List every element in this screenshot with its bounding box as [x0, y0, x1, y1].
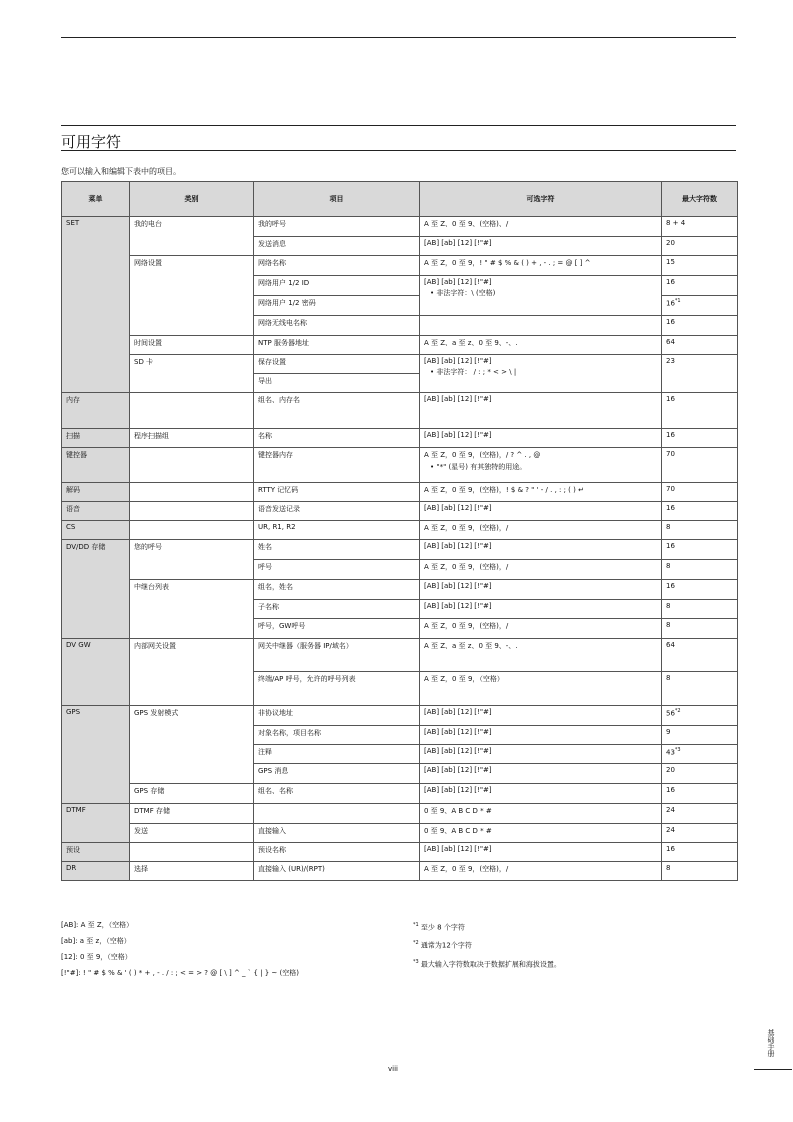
footnote-mark: *1 [674, 298, 681, 304]
numbered-footnotes [413, 917, 561, 972]
chars-cell: [AB] [ab] [12] [!"#] [420, 784, 662, 804]
chars-cell [420, 316, 662, 336]
table-row [62, 580, 738, 600]
item-cell: 对象名称，项目名称 [254, 726, 420, 745]
table-row [62, 639, 738, 672]
category-cell: 发送 [130, 824, 254, 843]
max-cell: 20 [662, 237, 738, 256]
item-cell: NTP 服务器地址 [254, 336, 420, 355]
menu-cell: DR [62, 862, 130, 881]
item-cell: 子名称 [254, 600, 420, 619]
max-value: 16 [666, 299, 675, 308]
chars-cell: A 至 Z、a 至 z、0 至 9、-、. [420, 336, 662, 355]
table-row [62, 521, 738, 540]
max-cell: 8 [662, 862, 738, 881]
footnote-mark: *1 [413, 922, 419, 928]
max-value: 56 [666, 709, 675, 718]
max-cell: 16 [662, 276, 738, 296]
category-cell: 您的呼号 [130, 540, 254, 580]
table-row [62, 784, 738, 804]
item-cell: 语音发送记录 [254, 502, 420, 521]
chars-note: • "*" (星号) 有其独特的用途。 [424, 462, 657, 472]
category-cell: 内部网关设置 [130, 639, 254, 706]
max-cell: 16 [662, 393, 738, 429]
item-cell: 注释 [254, 745, 420, 764]
header-menu: 菜单 [62, 182, 130, 217]
item-cell: 网络用户 1/2 密码 [254, 296, 420, 316]
chars-text: A 至 Z，0 至 9，(空格)，/ ? ^ . , @ [424, 451, 541, 459]
item-cell: RTTY 记忆码 [254, 483, 420, 502]
footnote-item [413, 935, 561, 953]
table-row [62, 355, 738, 374]
category-cell: DTMF 存储 [130, 804, 254, 824]
max-cell: 8 [662, 600, 738, 619]
item-cell: 网络无线电名称 [254, 316, 420, 336]
menu-cell: 解码 [62, 483, 130, 502]
category-cell [130, 502, 254, 521]
item-cell: 组名、内存名 [254, 393, 420, 429]
footnote-mark: *3 [674, 747, 681, 753]
chars-cell: 0 至 9、A B C D * # [420, 824, 662, 843]
chars-cell: [AB] [ab] [12] [!"#] [420, 843, 662, 862]
item-cell: 导出 [254, 374, 420, 393]
chars-cell: [AB] [ab] [12] [!"#] [420, 429, 662, 448]
max-cell: 16 [662, 784, 738, 804]
footnote-item [413, 954, 561, 972]
max-cell [662, 745, 738, 764]
max-cell: 8 [662, 521, 738, 540]
chars-cell: 0 至 9、A B C D * # [420, 804, 662, 824]
category-cell: 时间设置 [130, 336, 254, 355]
chars-cell [420, 355, 662, 393]
max-cell: 16 [662, 540, 738, 560]
chars-cell: A 至 Z，0 至 9，! " # $ % & ( ) + , - . ; = @ [ ] ^ [420, 256, 662, 276]
table-row [62, 448, 738, 483]
table-row [62, 336, 738, 355]
max-cell: 70 [662, 483, 738, 502]
character-table [61, 181, 738, 881]
item-cell: 网络用户 1/2 ID [254, 276, 420, 296]
item-cell: UR, R1, R2 [254, 521, 420, 540]
header-chars: 可选字符 [420, 182, 662, 217]
legend-item: [ab]: a 至 z，（空格） [61, 937, 131, 945]
menu-cell: DTMF [62, 804, 130, 843]
chars-cell: [AB] [ab] [12] [!"#] [420, 726, 662, 745]
max-cell: 16 [662, 429, 738, 448]
chars-cell: A 至 Z、a 至 z、0 至 9、-、. [420, 639, 662, 672]
max-cell [662, 706, 738, 726]
intro-text: 您可以输入和编辑下表中的项目。 [61, 167, 181, 176]
chars-note: • 非法字符： / : ; * < > \ | [424, 367, 657, 377]
max-cell: 8 + 4 [662, 217, 738, 237]
header-item: 项目 [254, 182, 420, 217]
category-cell [130, 483, 254, 502]
footnote-text: 通常为12个字符 [420, 941, 472, 950]
item-cell: 名称 [254, 429, 420, 448]
menu-cell: SET [62, 217, 130, 393]
max-cell [662, 296, 738, 316]
chars-cell: A 至 Z，0 至 9，(空格)，! $ & ? " ' - / . , : ; ( ) ↵ [420, 483, 662, 502]
footnote-text: 最大输入字符数取决于数据扩展和海拔设置。 [420, 959, 561, 968]
chars-cell: [AB] [ab] [12] [!"#] [420, 540, 662, 560]
item-cell: GPS 消息 [254, 764, 420, 784]
max-cell: 16 [662, 316, 738, 336]
table-row [62, 824, 738, 843]
table-row [62, 256, 738, 276]
max-cell: 24 [662, 824, 738, 843]
table-row [62, 483, 738, 502]
max-cell: 8 [662, 619, 738, 639]
table-row [62, 429, 738, 448]
max-cell: 70 [662, 448, 738, 483]
item-cell: 组名、名称 [254, 784, 420, 804]
page-number: viii [388, 1065, 398, 1073]
max-cell: 64 [662, 336, 738, 355]
item-cell: 网络名称 [254, 256, 420, 276]
table-row [62, 804, 738, 824]
table-row [62, 843, 738, 862]
max-cell: 16 [662, 502, 738, 521]
footnote-item [413, 917, 561, 935]
chars-text: [AB] [ab] [12] [!"#] [424, 357, 492, 365]
chars-cell: [AB] [ab] [12] [!"#] [420, 580, 662, 600]
item-cell: 组名，姓名 [254, 580, 420, 600]
item-cell: 呼号 [254, 560, 420, 580]
category-cell: GPS 发射模式 [130, 706, 254, 784]
header-max: 最大字符数 [662, 182, 738, 217]
menu-cell: 扫描 [62, 429, 130, 448]
chars-cell: A 至 Z，0 至 9，(空格)，/ [420, 619, 662, 639]
legend-item: [12]: 0 至 9，（空格） [61, 953, 132, 961]
category-cell: GPS 存储 [130, 784, 254, 804]
max-cell: 24 [662, 804, 738, 824]
chars-note: • 非法字符：\ (空格) [424, 288, 657, 298]
title-rule-bottom [61, 150, 736, 151]
legend-footnotes [61, 917, 299, 981]
item-cell: 键控器内存 [254, 448, 420, 483]
item-cell: 预设名称 [254, 843, 420, 862]
top-rule [61, 37, 736, 38]
category-cell: 选择 [130, 862, 254, 881]
max-cell: 16 [662, 843, 738, 862]
max-cell: 8 [662, 672, 738, 706]
chars-cell: [AB] [ab] [12] [!"#] [420, 237, 662, 256]
category-cell: 网络设置 [130, 256, 254, 336]
footnote-mark: *3 [413, 958, 419, 965]
chars-cell: A 至 Z，0 至 9，（空格） [420, 672, 662, 706]
item-cell: 直接输入 [254, 824, 420, 843]
chars-text: [AB] [ab] [12] [!"#] [424, 278, 492, 286]
category-cell: SD 卡 [130, 355, 254, 393]
table-row [62, 706, 738, 726]
side-tab [754, 1025, 792, 1070]
max-cell: 8 [662, 560, 738, 580]
menu-cell: CS [62, 521, 130, 540]
chars-cell: [AB] [ab] [12] [!"#] [420, 393, 662, 429]
legend-item: [AB]: A 至 Z，（空格） [61, 921, 134, 929]
menu-cell: DV/DD 存储 [62, 540, 130, 639]
menu-cell: 语音 [62, 502, 130, 521]
max-cell: 20 [662, 764, 738, 784]
category-cell [130, 521, 254, 540]
table-row [62, 540, 738, 560]
max-cell: 16 [662, 580, 738, 600]
chars-cell: A 至 Z、0 至 9、(空格)、/ [420, 217, 662, 237]
category-cell [130, 448, 254, 483]
table-row [62, 502, 738, 521]
category-cell: 程序扫描组 [130, 429, 254, 448]
item-cell: 非协议地址 [254, 706, 420, 726]
chars-cell: [AB] [ab] [12] [!"#] [420, 745, 662, 764]
category-cell: 中继台列表 [130, 580, 254, 639]
side-tab-rule [754, 1069, 792, 1070]
category-cell [130, 843, 254, 862]
menu-cell: 内存 [62, 393, 130, 429]
item-cell [254, 804, 420, 824]
footnote-text: 至少 8 个字符 [420, 923, 465, 932]
item-cell: 发送消息 [254, 237, 420, 256]
chars-cell: A 至 Z，0 至 9，(空格)，/ [420, 521, 662, 540]
menu-cell: DV GW [62, 639, 130, 706]
max-value: 43 [666, 748, 675, 757]
header-category: 类别 [130, 182, 254, 217]
chars-cell: [AB] [ab] [12] [!"#] [420, 502, 662, 521]
table-row [62, 217, 738, 237]
max-cell: 23 [662, 355, 738, 393]
menu-cell: 预设 [62, 843, 130, 862]
chars-cell [420, 448, 662, 483]
chars-cell: [AB] [ab] [12] [!"#] [420, 706, 662, 726]
footnote-mark: *2 [674, 708, 681, 714]
chars-cell: A 至 Z，0 至 9，(空格)，/ [420, 862, 662, 881]
title-rule-top [61, 125, 736, 126]
side-tab-label: 基础手册 [767, 1029, 775, 1057]
item-cell: 我的呼号 [254, 217, 420, 237]
category-cell [130, 393, 254, 429]
item-cell: 终端/AP 呼号，允许的呼号列表 [254, 672, 420, 706]
menu-cell: GPS [62, 706, 130, 804]
page-title: 可用字符 [61, 133, 122, 151]
category-cell: 我的电台 [130, 217, 254, 256]
item-cell: 网关中继器（服务器 IP/域名） [254, 639, 420, 672]
max-cell: 64 [662, 639, 738, 672]
item-cell: 呼号，GW呼号 [254, 619, 420, 639]
chars-cell [420, 276, 662, 316]
max-cell: 15 [662, 256, 738, 276]
item-cell: 直接输入 (UR)/(RPT) [254, 862, 420, 881]
legend-item: [!"#]: ! " # $ % & ' ( ) * + , - . / : ; < = > ? @ [ \ ] ^ _ ` { | } ~ (空格) [61, 969, 299, 977]
max-cell: 9 [662, 726, 738, 745]
chars-cell: [AB] [ab] [12] [!"#] [420, 600, 662, 619]
footnote-mark: *2 [413, 940, 419, 947]
item-cell: 保存设置 [254, 355, 420, 374]
menu-cell: 键控器 [62, 448, 130, 483]
chars-cell: [AB] [ab] [12] [!"#] [420, 764, 662, 784]
item-cell: 姓名 [254, 540, 420, 560]
chars-cell: A 至 Z，0 至 9，(空格)，/ [420, 560, 662, 580]
table-row [62, 393, 738, 429]
table-header-row [62, 182, 738, 217]
table-row [62, 862, 738, 881]
